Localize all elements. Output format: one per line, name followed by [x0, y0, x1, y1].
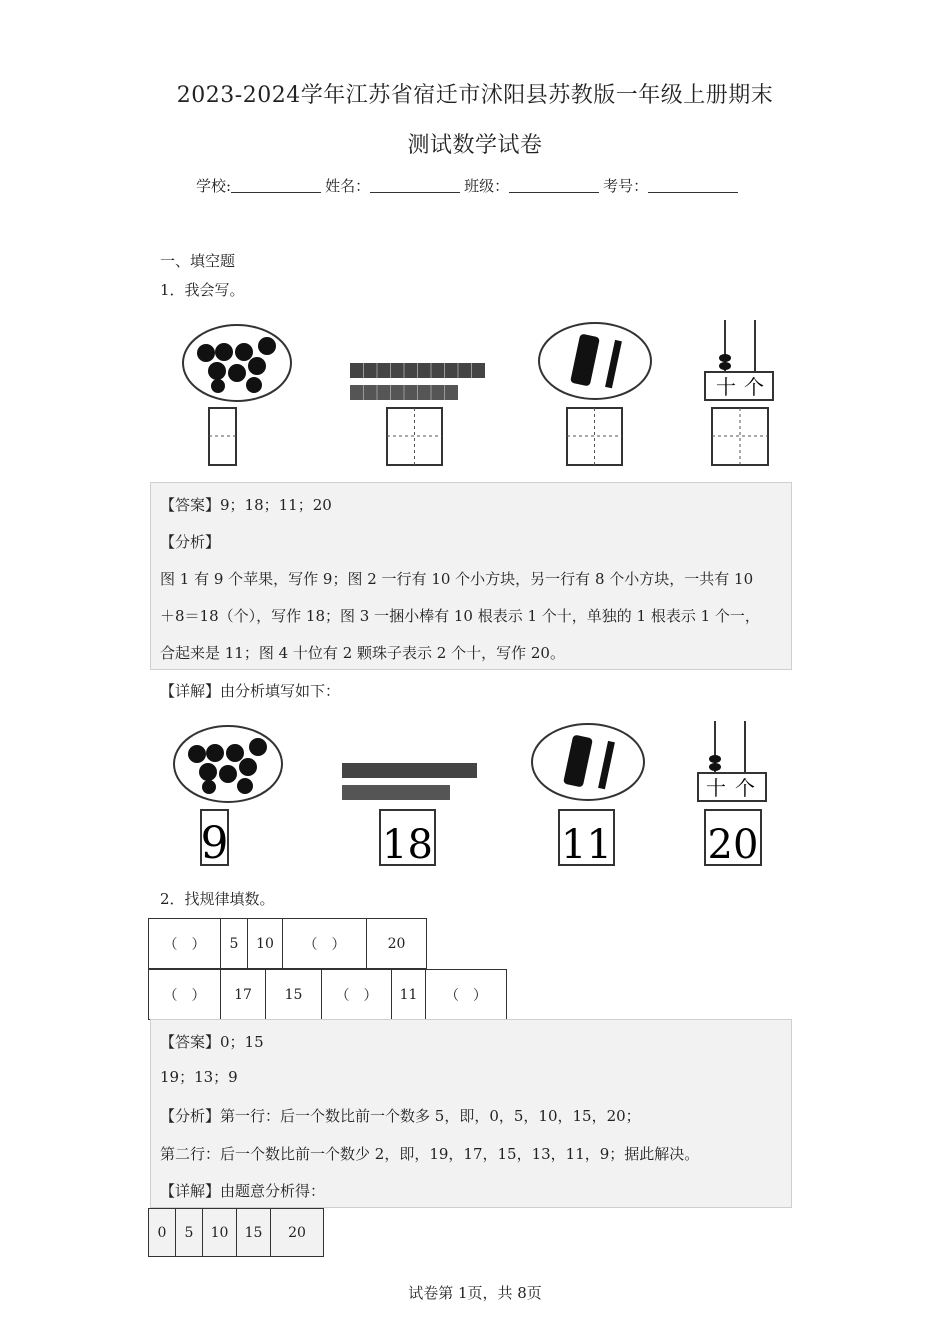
- abacus-tens-label: 十: [706, 776, 726, 800]
- sequence-result-row: [148, 1208, 324, 1257]
- sequence-cell: 10: [248, 919, 283, 969]
- student-info-line: [196, 175, 742, 196]
- sequence-cell: 17: [221, 970, 266, 1020]
- sequence-cell: 11: [392, 970, 426, 1020]
- q1-analysis-line: ＋8＝18（个），写作 18；图 3 一捆小棒有 10 根表示 1 个十，单独的 1 根表示 1 个一，: [160, 607, 760, 625]
- result-cell: 20: [271, 1209, 324, 1257]
- sequence-cell-blank[interactable]: （ ）: [322, 970, 392, 1020]
- question-1-label: 1．我会写。: [160, 281, 245, 299]
- result-cell: 5: [176, 1209, 203, 1257]
- abacus-figure: [705, 320, 773, 400]
- class-label: 班级：: [464, 177, 510, 195]
- blocks-figure: [342, 763, 477, 800]
- sequence-cell: 20: [367, 919, 427, 969]
- result-cell: 15: [237, 1209, 271, 1257]
- filled-answer-4: 20: [707, 822, 759, 868]
- abacus-ones-label: 个: [744, 375, 764, 399]
- name-blank[interactable]: [370, 176, 460, 193]
- q1-detail: 【详解】由分析填写如下：: [160, 682, 341, 700]
- page-title-line2: 测试数学试卷: [407, 133, 543, 158]
- sticks-figure: [539, 323, 651, 399]
- q2-analysis-line: 第二行：后一个数比前一个数少 2，即，19，17，15，13，11，9；据此解决。: [160, 1145, 700, 1163]
- q1-analysis-line: 图 1 有 9 个苹果，写作 9；图 2 一行有 10 个小方块，另一行有 8 个小方块，一共有 10: [160, 570, 754, 588]
- filled-answer-1: 9: [200, 818, 229, 869]
- sequence-cell-blank[interactable]: （ ）: [426, 970, 507, 1020]
- sticks-figure: [532, 724, 644, 800]
- abacus-tens-label: 十: [716, 375, 736, 399]
- filled-answer-2: 18: [382, 822, 433, 868]
- exam-no-label: 考号：: [603, 177, 649, 195]
- sequence-cell-blank[interactable]: （ ）: [283, 919, 367, 969]
- sequence-cell: 5: [221, 919, 248, 969]
- abacus-figure: [698, 721, 766, 801]
- result-cell: 10: [203, 1209, 237, 1257]
- section-heading: 一、填空题: [160, 252, 236, 270]
- blocks-figure: [350, 363, 485, 400]
- q1-answer: 【答案】9；18；11；20: [160, 496, 332, 514]
- sequence-cell: 15: [266, 970, 322, 1020]
- page-title: 2023-2024学年江苏省宿迁市沭阳县苏教版一年级上册期末: [176, 83, 774, 108]
- q1-analysis-label: 【分析】: [160, 533, 221, 551]
- page-footer: 试卷第 1页，共 8页: [408, 1284, 542, 1302]
- sequence-cell-blank[interactable]: （ ）: [149, 970, 221, 1020]
- school-blank[interactable]: [231, 176, 321, 193]
- exam-no-blank[interactable]: [648, 176, 738, 193]
- q1-analysis-line: 合起来是 11；图 4 十位有 2 颗珠子表示 2 个十，写作 20。: [160, 644, 565, 662]
- q2-analysis-line: 【分析】第一行：后一个数比前一个数多 5，即，0，5，10，15，20；: [160, 1107, 641, 1125]
- school-label: 学校:: [196, 177, 232, 195]
- name-label: 姓名：: [325, 177, 371, 195]
- apple-oval-figure: [183, 325, 291, 401]
- sequence-row-1: [148, 918, 427, 969]
- q2-answer: 【答案】0；15: [160, 1033, 264, 1051]
- sequence-row-2: [148, 969, 507, 1020]
- filled-answer-3: 11: [561, 822, 612, 868]
- q2-answer-line2: 19；13；9: [160, 1068, 238, 1086]
- q1-figures: [170, 315, 790, 475]
- class-blank[interactable]: [509, 176, 599, 193]
- question-2-label: 2．找规律填数。: [160, 890, 275, 908]
- abacus-ones-label: 个: [735, 776, 755, 800]
- result-cell: 0: [149, 1209, 176, 1257]
- q2-detail: 【详解】由题意分析得：: [160, 1182, 326, 1200]
- apple-oval-figure: [174, 726, 282, 802]
- sequence-cell-blank[interactable]: （ ）: [149, 919, 221, 969]
- q1-filled-figures: [165, 718, 785, 878]
